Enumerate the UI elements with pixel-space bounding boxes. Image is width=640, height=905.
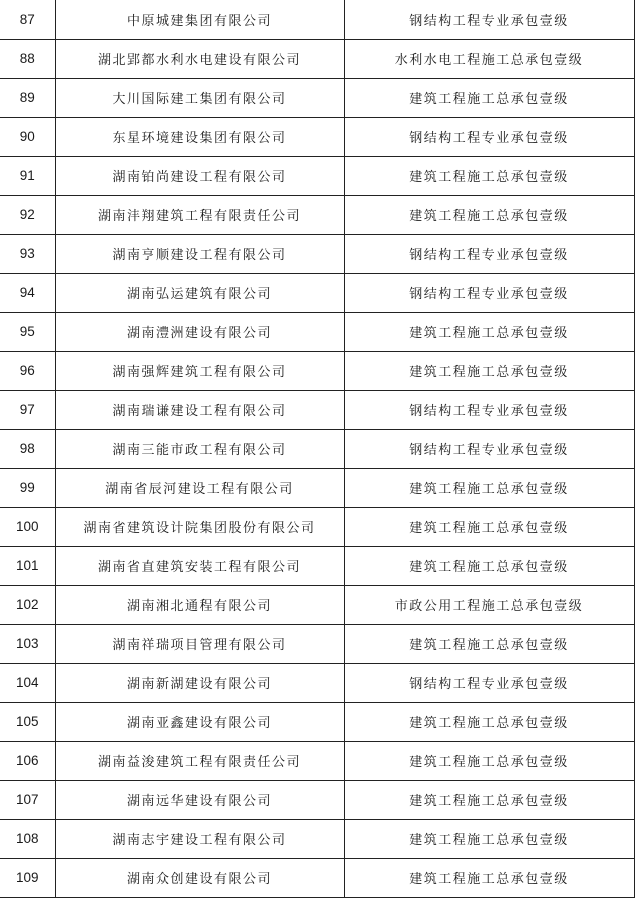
table-row <box>0 39 634 78</box>
row-number-cell: 104 <box>0 663 55 702</box>
company-name-cell: 湖南新湖建设有限公司 <box>55 663 344 702</box>
company-name-cell: 湖南志宇建设工程有限公司 <box>55 819 344 858</box>
company-name-cell: 湖南亨顺建设工程有限公司 <box>55 234 344 273</box>
table-row <box>0 78 634 117</box>
company-name-cell: 湖南省建筑设计院集团股份有限公司 <box>55 507 344 546</box>
row-number-cell: 98 <box>0 429 55 468</box>
row-number-cell: 91 <box>0 156 55 195</box>
qualification-cell: 建筑工程施工总承包壹级 <box>344 546 634 585</box>
qualification-cell: 市政公用工程施工总承包壹级 <box>344 585 634 624</box>
company-name-cell: 湖南益浚建筑工程有限责任公司 <box>55 741 344 780</box>
row-number-cell: 93 <box>0 234 55 273</box>
row-number-cell: 97 <box>0 390 55 429</box>
qualification-cell: 建筑工程施工总承包壹级 <box>344 702 634 741</box>
table-row <box>0 390 634 429</box>
qualification-cell: 钢结构工程专业承包壹级 <box>344 273 634 312</box>
qualification-cell: 钢结构工程专业承包壹级 <box>344 663 634 702</box>
company-name-cell: 湖南沣翔建筑工程有限责任公司 <box>55 195 344 234</box>
qualification-cell: 建筑工程施工总承包壹级 <box>344 156 634 195</box>
table-row <box>0 351 634 390</box>
qualification-cell: 钢结构工程专业承包壹级 <box>344 429 634 468</box>
company-name-cell: 湖北郢都水利水电建设有限公司 <box>55 39 344 78</box>
row-number-cell: 106 <box>0 741 55 780</box>
qualification-cell: 建筑工程施工总承包壹级 <box>344 78 634 117</box>
qualification-cell: 建筑工程施工总承包壹级 <box>344 351 634 390</box>
table-row <box>0 507 634 546</box>
qualification-cell: 建筑工程施工总承包壹级 <box>344 312 634 351</box>
row-number-cell: 90 <box>0 117 55 156</box>
qualification-cell: 建筑工程施工总承包壹级 <box>344 819 634 858</box>
table-row <box>0 312 634 351</box>
company-name-cell: 湖南众创建设有限公司 <box>55 858 344 897</box>
row-number-cell: 89 <box>0 78 55 117</box>
row-number-cell: 99 <box>0 468 55 507</box>
company-name-cell: 湖南湘北通程有限公司 <box>55 585 344 624</box>
qualification-cell: 钢结构工程专业承包壹级 <box>344 0 634 39</box>
table-row <box>0 468 634 507</box>
table-row <box>0 624 634 663</box>
company-name-cell: 湖南弘运建筑有限公司 <box>55 273 344 312</box>
company-name-cell: 大川国际建工集团有限公司 <box>55 78 344 117</box>
table-row <box>0 546 634 585</box>
qualification-cell: 建筑工程施工总承包壹级 <box>344 195 634 234</box>
table-row <box>0 663 634 702</box>
qualification-cell: 建筑工程施工总承包壹级 <box>344 468 634 507</box>
row-number-cell: 103 <box>0 624 55 663</box>
row-number-cell: 94 <box>0 273 55 312</box>
company-name-cell: 湖南澧洲建设有限公司 <box>55 312 344 351</box>
row-number-cell: 107 <box>0 780 55 819</box>
row-number-cell: 105 <box>0 702 55 741</box>
row-number-cell: 88 <box>0 39 55 78</box>
table-row <box>0 195 634 234</box>
row-number-cell: 96 <box>0 351 55 390</box>
table-row <box>0 429 634 468</box>
qualification-cell: 钢结构工程专业承包壹级 <box>344 234 634 273</box>
table-row <box>0 273 634 312</box>
company-name-cell: 湖南三能市政工程有限公司 <box>55 429 344 468</box>
qualification-cell: 建筑工程施工总承包壹级 <box>344 624 634 663</box>
table-row <box>0 702 634 741</box>
row-number-cell: 109 <box>0 858 55 897</box>
table-row <box>0 858 634 897</box>
company-name-cell: 中原城建集团有限公司 <box>55 0 344 39</box>
row-number-cell: 102 <box>0 585 55 624</box>
company-name-cell: 湖南强辉建筑工程有限公司 <box>55 351 344 390</box>
table-row <box>0 117 634 156</box>
table-row <box>0 0 634 39</box>
table-row <box>0 585 634 624</box>
company-name-cell: 湖南省直建筑安装工程有限公司 <box>55 546 344 585</box>
qualification-cell: 水利水电工程施工总承包壹级 <box>344 39 634 78</box>
qualification-cell: 建筑工程施工总承包壹级 <box>344 507 634 546</box>
row-number-cell: 100 <box>0 507 55 546</box>
qualification-cell: 钢结构工程专业承包壹级 <box>344 390 634 429</box>
qualification-cell: 钢结构工程专业承包壹级 <box>344 117 634 156</box>
company-name-cell: 湖南省辰河建设工程有限公司 <box>55 468 344 507</box>
row-number-cell: 92 <box>0 195 55 234</box>
company-name-cell: 东星环境建设集团有限公司 <box>55 117 344 156</box>
company-name-cell: 湖南亚鑫建设有限公司 <box>55 702 344 741</box>
company-name-cell: 湖南瑞谦建设工程有限公司 <box>55 390 344 429</box>
table-row <box>0 156 634 195</box>
qualification-cell: 建筑工程施工总承包壹级 <box>344 741 634 780</box>
row-number-cell: 95 <box>0 312 55 351</box>
table-row <box>0 234 634 273</box>
table-row <box>0 819 634 858</box>
qualification-cell: 建筑工程施工总承包壹级 <box>344 780 634 819</box>
table-row <box>0 741 634 780</box>
company-name-cell: 湖南铂尚建设工程有限公司 <box>55 156 344 195</box>
company-name-cell: 湖南远华建设有限公司 <box>55 780 344 819</box>
row-number-cell: 101 <box>0 546 55 585</box>
row-number-cell: 87 <box>0 0 55 39</box>
company-name-cell: 湖南祥瑞项目管理有限公司 <box>55 624 344 663</box>
table-row <box>0 780 634 819</box>
row-number-cell: 108 <box>0 819 55 858</box>
qualification-cell: 建筑工程施工总承包壹级 <box>344 858 634 897</box>
